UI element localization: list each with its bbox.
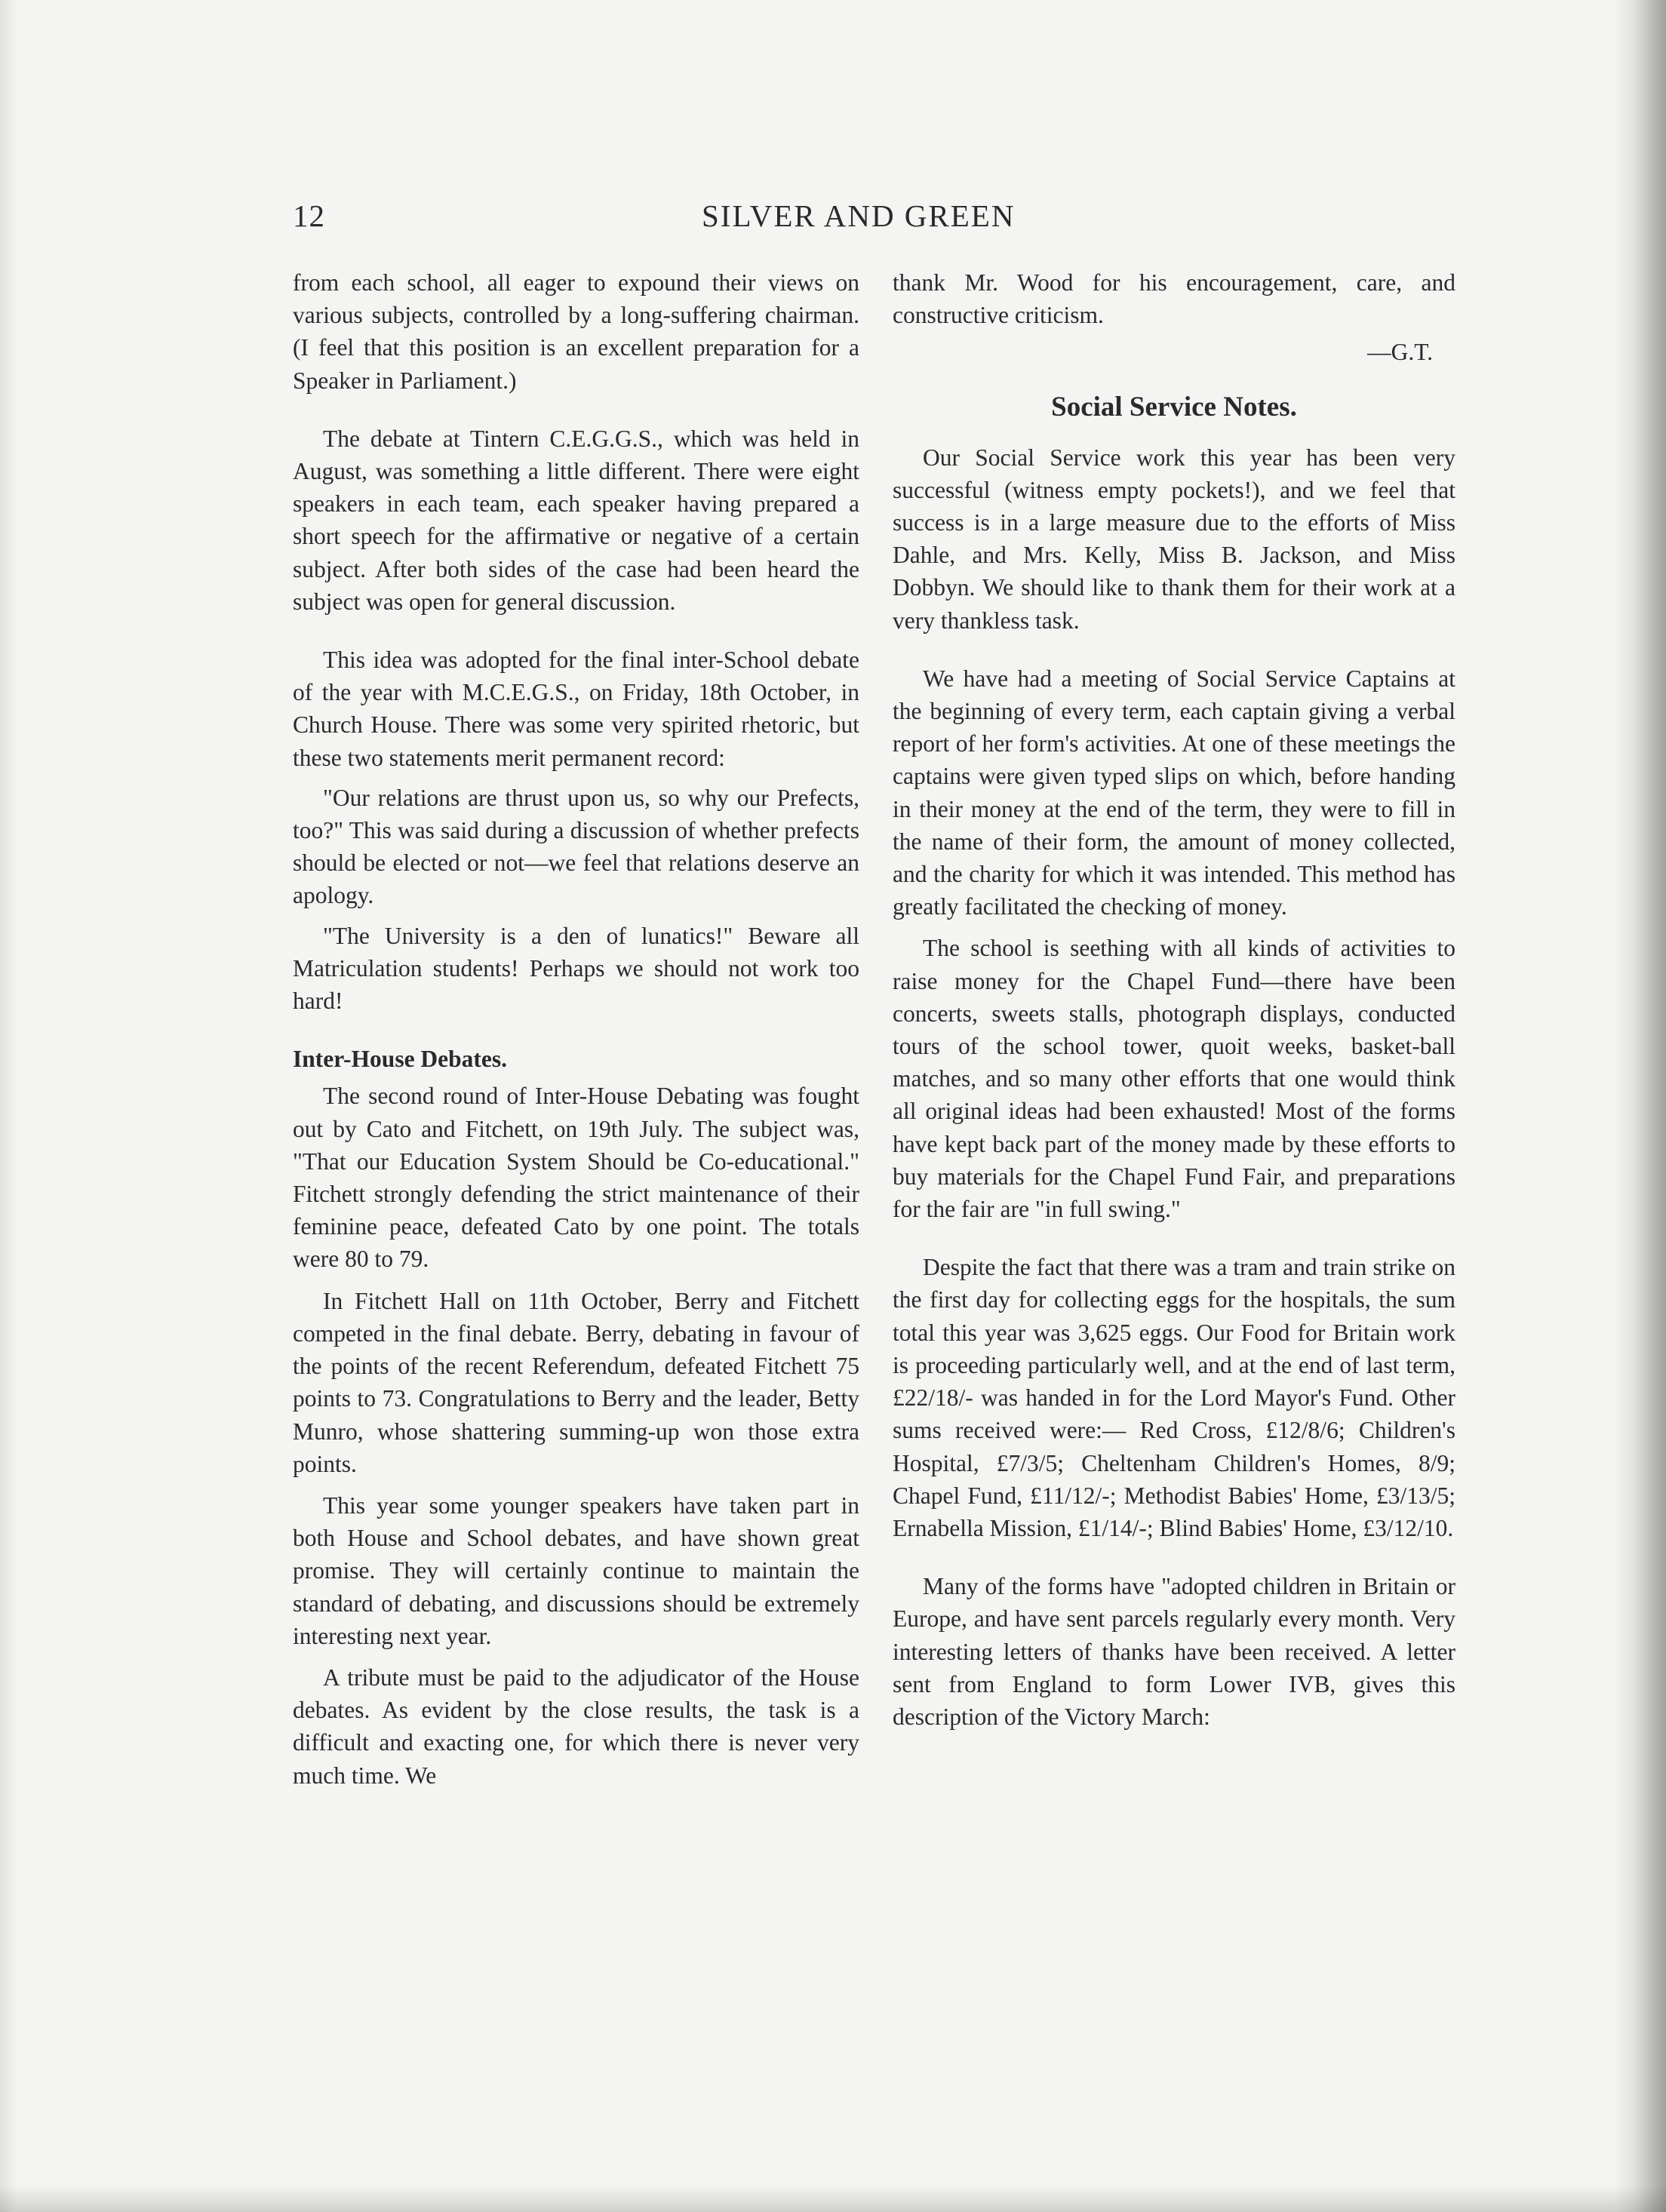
paragraph: We have had a meeting of Social Service Captains at the beginning of every term, each captain giving a verbal report of her form's activities. At one of these meetings the captains were given typed slips on which, before handing in their money at the end of the term, they were to fill in the name of their form, the amount of money collected, and the charity for which it was intended. This method has greatly facilitated the checking of money. — [893, 665, 1455, 920]
journal-title: SILVER AND GREEN — [702, 198, 1016, 233]
paragraph: In Fitchett Hall on 11th October, Berry and Fitchett competed in the final debate. Berry, debating in favour of the points of the recent Referendum, defeated Fitchett 75 points to 73. Congratulations to Berry and the leader, Betty Munro, whose shattering summing-up won those extra points. — [293, 1287, 859, 1477]
paragraph: Despite the fact that there was a tram and train strike on the first day for collecting eggs for the hospitals, the sum total this year was 3,625 eggs. Our Food for Britain work is proceeding particularly well, and at the end of last term, £22/18/- was handed in for the Lord Mayor's Fund. Other sums received were:— Red Cross, £12/8/6; Children's Hospital, £7/3/5; Cheltenham Children's Homes, 8/9; Chapel Fund, £11/12/-; Methodist Babies' Home, £3/13/5; Ernabella Mission, £1/14/-; Blind Babies' Home, £3/12/10. — [893, 1254, 1455, 1541]
paragraph: The school is seething with all kinds of activities to raise money for the Chapel Fund—there have been concerts, sweets stalls, photograph displays, conducted tours of the school tower, quoit weeks, basket-ball matches, and so many other efforts that one would think all original ideas had been exhausted! Most of the forms have kept back part of the money made by these efforts to buy materials for the Chapel Fund Fair, and preparations for the fair are "in full swing." — [893, 935, 1455, 1223]
quote-paragraph: "The University is a den of lunatics!" Beware all Matriculation students! Perhaps we should not work too hard! — [293, 922, 859, 1015]
paragraph: This year some younger speakers have taken part in both House and School debates, and have shown great promise. They will certainly continue to maintain the standard of debating, and discussions should be extremely interesting next year. — [293, 1492, 859, 1649]
right-column — [893, 266, 1455, 1733]
left-column — [293, 266, 859, 1792]
paragraph: thank Mr. Wood for his encouragement, care, and constructive criticism. — [893, 269, 1455, 329]
subheading-inter-house-debates: Inter-House Debates. — [293, 1046, 508, 1073]
paragraph: This idea was adopted for the final inter-School debate of the year with M.C.E.G.S., on Friday, 18th October, in Church House. There was some very spirited rhetoric, but these two statements merit permanent record: — [293, 647, 859, 771]
quote-paragraph: "Our relations are thrust upon us, so why our Prefects, too?" This was said during a discussion of whether prefects should be elected or not—we feel that relations deserve an apology. — [293, 784, 859, 909]
page-number: 12 — [293, 198, 325, 233]
paragraph: The debate at Tintern C.E.G.G.S., which was held in August, was something a little different. There were eight speakers in each team, each speaker having prepared a short speech for the affirmative or negative of a certain subject. After both sides of the case had been heard the subject was open for general discussion. — [293, 425, 859, 615]
page-edge-bottom — [0, 2185, 1666, 2212]
paragraph: A tribute must be paid to the adjudicator of the House debates. As evident by the close results, the task is a difficult and exacting one, for which there is never very much time. We — [293, 1664, 859, 1789]
paragraph: The second round of Inter-House Debating was fought out by Cato and Fitchett, on 19th July. The subject was, "That our Education System Should be Co-educational." Fitchett strongly defending the strict maintenance of their feminine peace, defeated Cato by one point. The totals were 80 to 79. — [293, 1083, 859, 1273]
paragraph: from each school, all eager to expound their views on various subjects, controlled by a long-suffering chairman. (I feel that this position is an excellent preparation for a Speaker in Parliament.) — [293, 269, 859, 394]
paragraph: Many of the forms have "adopted children in Britain or Europe, and have sent parcels regularly every month. Very interesting letters of thanks have been received. A letter sent from England to form Lower IVB, gives this description of the Victory March: — [893, 1573, 1455, 1730]
page-edge-left — [0, 0, 17, 2212]
paragraph: Our Social Service work this year has been very successful (witness empty pockets!), and we feel that success is in a large measure due to the efforts of Miss Dahle, and Mrs. Kelly, Miss B. Jackson, and Miss Dobbyn. We should like to thank them for their work at a very thankless task. — [893, 444, 1455, 634]
section-title-social-service: Social Service Notes. — [1051, 391, 1297, 422]
author-signature: —G.T. — [1367, 339, 1433, 366]
page-header — [0, 198, 1666, 240]
page-edge-right — [1613, 0, 1666, 2212]
